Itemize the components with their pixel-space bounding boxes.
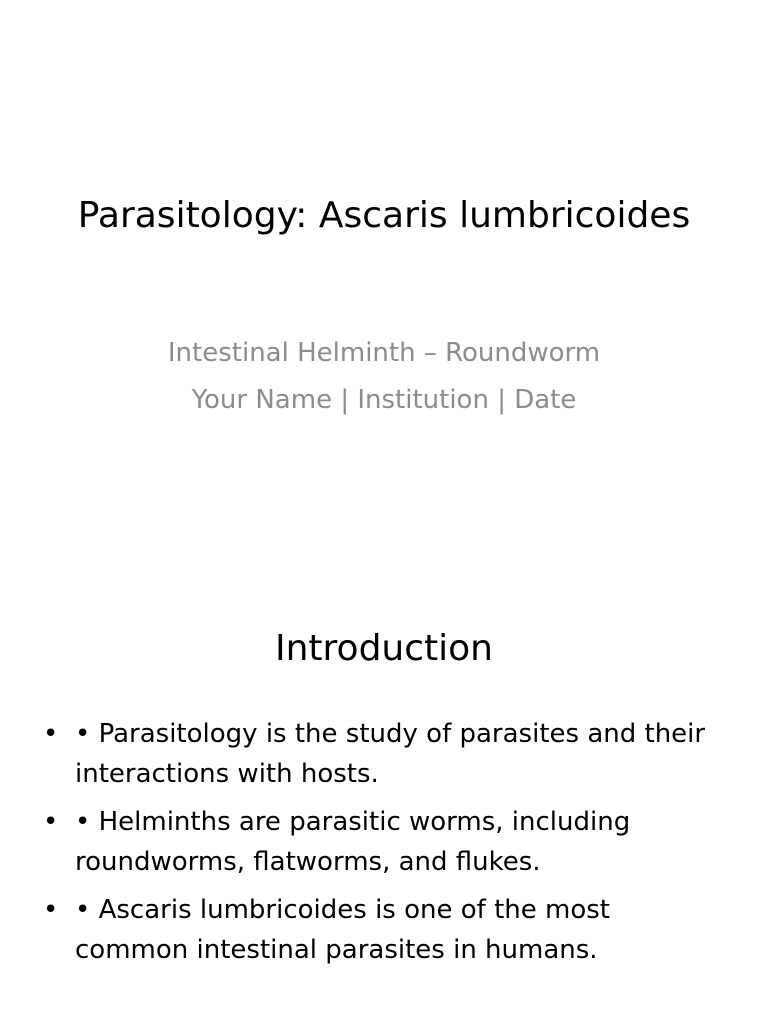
slide-subtitle (60, 330, 708, 424)
subtitle-line: Your Name | Institution | Date (191, 385, 577, 415)
slide-title: Parasitology: Ascaris lumbricoides (77, 195, 691, 236)
bullet-text: • Ascaris lumbricoides is one of the most common intestinal parasites in humans. (75, 895, 610, 965)
bullet-item (40, 714, 730, 794)
bullet-marker: • (43, 895, 59, 925)
slide-title: Introduction (274, 628, 493, 669)
bullet-marker: • (43, 719, 59, 749)
bullet-text: • Parasitology is the study of parasites and their interactions with hosts. (75, 719, 706, 789)
bullet-item (40, 890, 730, 970)
subtitle-line: Intestinal Helminth – Roundworm (167, 338, 601, 368)
bullet-marker: • (43, 807, 59, 837)
bullet-list (40, 714, 730, 978)
bullet-item (40, 802, 730, 882)
bullet-text: • Helminths are parasitic worms, including roundworms, flatworms, and flukes. (75, 807, 631, 877)
introduction-slide (0, 576, 768, 1024)
